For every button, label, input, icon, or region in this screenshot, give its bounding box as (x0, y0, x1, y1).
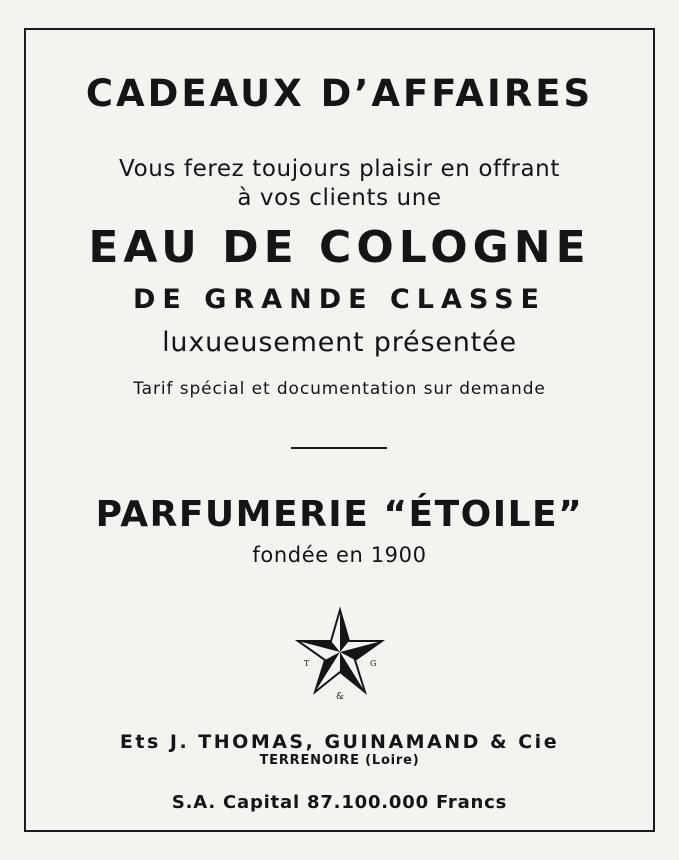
ad-headline: CADEAUX D’AFFAIRES (85, 72, 594, 115)
product-subtitle: DE GRANDE CLASSE (133, 284, 546, 315)
company-location: TERRENOIRE (Loire) (259, 753, 420, 768)
founded-text: fondée en 1900 (252, 543, 427, 567)
tariff-text: Tarif spécial et documentation sur demande (133, 379, 546, 399)
company-capital: S.A. Capital 87.100.000 Francs (171, 792, 508, 813)
ad-border (24, 28, 655, 832)
presentation-text: luxueusement présentée (162, 327, 517, 358)
star-logo-icon (292, 604, 388, 700)
logo-letter-right: G (370, 659, 377, 668)
logo-letter-left: T (304, 659, 310, 668)
brand-name: PARFUMERIE “ÉTOILE” (95, 494, 584, 535)
ad-intro-line-2: à vos clients une (237, 185, 442, 211)
ad-intro-line-1: Vous ferez toujours plaisir en offrant (119, 156, 560, 182)
company-name: Ets J. THOMAS, GUINAMAND & Cie (119, 731, 560, 753)
product-title: EAU DE COLOGNE (88, 222, 591, 273)
divider (291, 447, 387, 449)
logo-letter-bottom: & (336, 692, 345, 700)
